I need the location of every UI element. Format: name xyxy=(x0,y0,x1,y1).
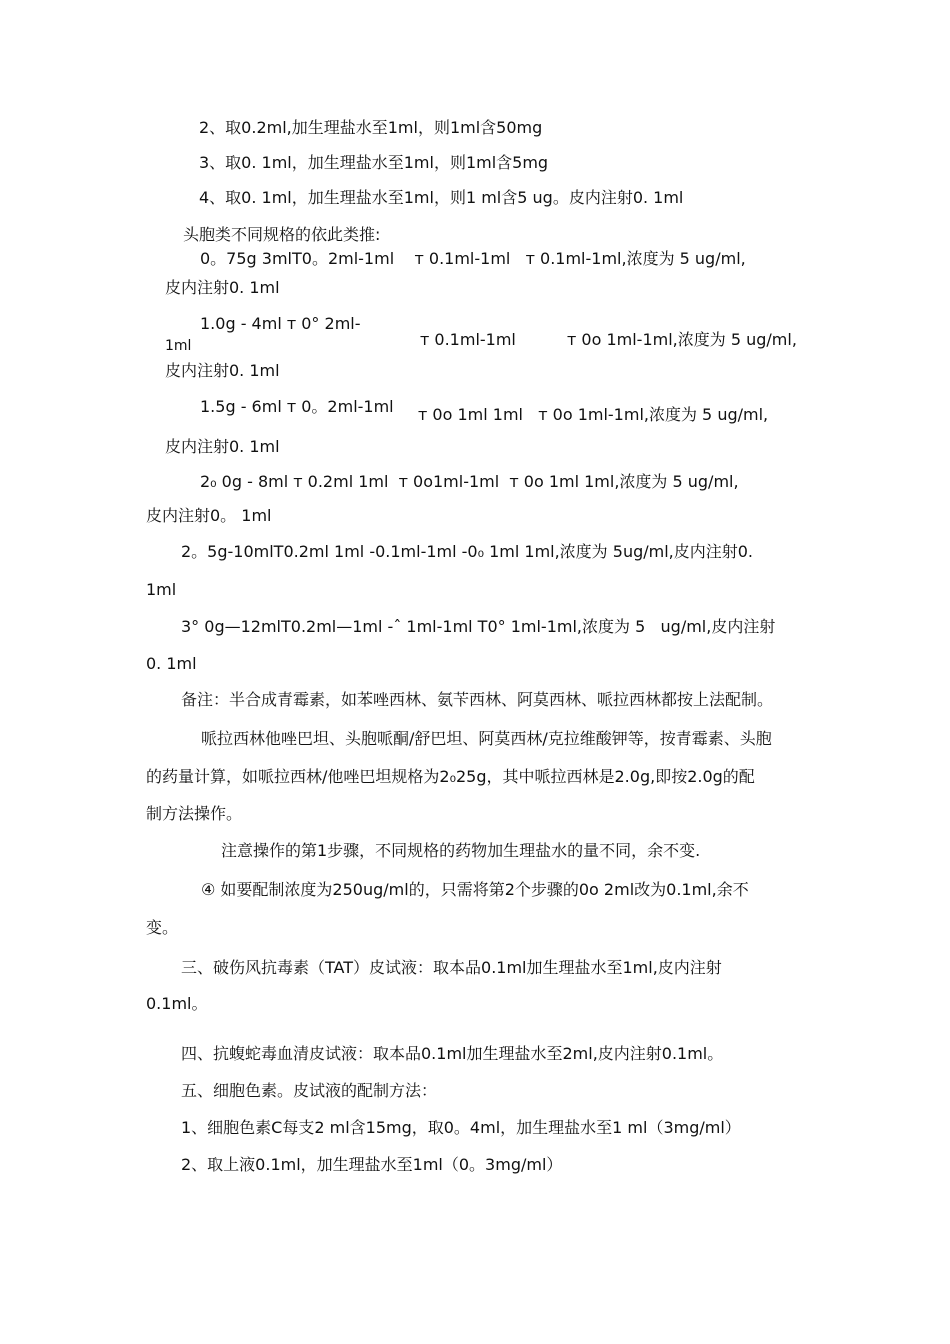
text-line: 1、细胞色素C每支2 ml含15mg，取0。4ml，加生理盐水至1 ml（3mg/ml） xyxy=(181,1118,741,1137)
text-line: 1.0g - 4ml т 0° 2ml- xyxy=(200,314,361,333)
text-line: 备注：半合成青霉素，如苯唑西林、氨苄西林、阿莫西林、哌拉西林都按上法配制。 xyxy=(181,690,774,709)
text-line: ④ 如要配制浓度为250ug/ml的，只需将第2个步骤的0o 2ml改为0.1ml,余不 xyxy=(201,880,749,899)
text-line: 制方法操作。 xyxy=(146,804,243,823)
text-line: 皮内注射0. 1ml xyxy=(165,437,280,456)
text-line: 皮内注射0. 1ml xyxy=(165,361,280,380)
text-line: 头胞类不同规格的依此类推: xyxy=(183,225,381,244)
text-line: 2、取上液0.1ml，加生理盐水至1ml（0。3mg/ml） xyxy=(181,1155,563,1174)
text-line: 0.1ml。 xyxy=(146,994,208,1013)
text-line: 1ml xyxy=(165,338,192,354)
text-line: 3、取0. 1ml，加生理盐水至1ml，则1ml含5mg xyxy=(199,153,549,172)
text-line: 2。5g-10mlT0.2ml 1ml -0.1ml-1ml -0₀ 1ml 1ml,浓度为 5ug/ml,皮内注射0. xyxy=(181,542,754,561)
text-line: 4、取0. 1ml，加生理盐水至1ml，则1 ml含5 ug。皮内注射0. 1ml xyxy=(199,188,684,207)
text-line: 1ml xyxy=(146,580,177,599)
text-line: 三、破伤风抗毒素（TAT）皮试液：取本品0.1ml加生理盐水至1ml,皮内注射 xyxy=(181,958,722,977)
text-line: 皮内注射0。 1ml xyxy=(146,506,272,525)
text-line: 3° 0g—12mlT0.2ml—1ml -ˆ 1ml-1ml T0° 1ml-1ml,浓度为 5 ug/ml,皮内注射 xyxy=(181,617,776,636)
text-line: 2、取0.2ml,加生理盐水至1ml，则1ml含50mg xyxy=(199,118,543,137)
text-line: 四、抗蝮蛇毒血清皮试液：取本品0.1ml加生理盐水至2ml,皮内注射0.1ml。 xyxy=(181,1044,724,1063)
text-line: т 0o 1ml-1ml,浓度为 5 ug/ml, xyxy=(567,330,797,349)
text-line: т 0o 1ml 1ml т 0o 1ml-1ml,浓度为 5 ug/ml, xyxy=(418,405,769,424)
text-line: 变。 xyxy=(146,918,179,937)
text-line: 1.5g - 6ml т 0。2ml-1ml xyxy=(200,397,394,416)
text-line: 2₀ 0g - 8ml т 0.2ml 1ml т 0o1ml-1ml т 0o 1ml 1ml,浓度为 5 ug/ml, xyxy=(200,472,739,491)
text-line: 0. 1ml xyxy=(146,654,197,673)
text-line: 皮内注射0. 1ml xyxy=(165,278,280,297)
text-line: 哌拉西林他唑巴坦、头胞哌酮/舒巴坦、阿莫西林/克拉维酸钾等，按青霉素、头胞 xyxy=(201,729,772,748)
text-line: 注意操作的第1步骤，不同规格的药物加生理盐水的量不同，余不变. xyxy=(221,841,701,860)
text-line: т 0.1ml-1ml xyxy=(420,330,516,349)
text-line: 五、细胞色素。皮试液的配制方法： xyxy=(181,1081,438,1100)
text-line: 0。75g 3mlT0。2ml-1ml т 0.1ml-1ml т 0.1ml-1ml,浓度为 5 ug/ml, xyxy=(200,249,746,268)
text-line: 的药量计算，如哌拉西林/他唑巴坦规格为2₀25g，其中哌拉西林是2.0g,即按2.0g的配 xyxy=(146,767,755,786)
